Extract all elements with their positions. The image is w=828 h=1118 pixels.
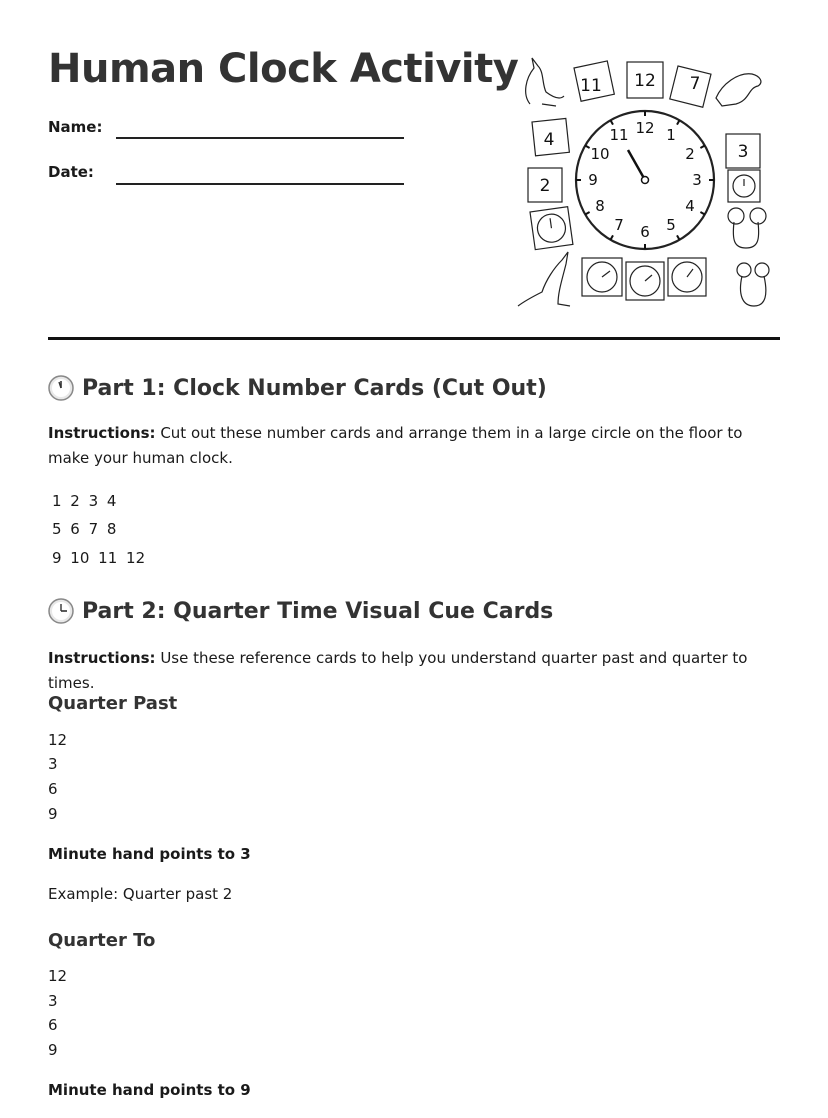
clock-illustration — [512, 54, 774, 314]
quarter-past-example: Example: Quarter past 2 — [48, 885, 233, 903]
clock-face-number: 1 — [666, 126, 676, 144]
part1-instructions — [48, 421, 768, 471]
clock-number: 9 — [48, 1041, 58, 1059]
kangaroo-icon — [526, 58, 564, 106]
card-number: 12 — [634, 71, 656, 91]
clock-face-number: 8 — [595, 197, 605, 215]
instructions-label: Instructions: — [48, 424, 156, 442]
clock-face-number: 9 — [588, 171, 598, 189]
kangaroo-icon — [518, 252, 570, 306]
clock-emoji-icon — [48, 375, 74, 401]
koala-icon — [728, 208, 766, 248]
clock-tick — [611, 120, 614, 124]
clock-tick — [585, 146, 589, 149]
clock-face-number: 10 — [590, 145, 610, 163]
part2-heading-text: Part 2: Quarter Time Visual Cue Cards — [82, 598, 554, 624]
clock-number: 3 — [48, 992, 58, 1010]
name-label: Name: — [48, 118, 103, 136]
mini-clock-card-icon — [626, 262, 664, 300]
clock-hand-icon — [628, 150, 645, 180]
clock-tick — [700, 212, 704, 215]
date-label: Date: — [48, 163, 94, 181]
clock-tick — [585, 212, 589, 215]
number-card-row: 1 2 3 4 — [52, 492, 117, 510]
clock-number: 9 — [48, 805, 58, 823]
name-field[interactable] — [116, 137, 404, 139]
clock-number: 6 — [48, 1016, 58, 1034]
clock-face-number: 6 — [640, 223, 650, 241]
clock-face-number: 3 — [692, 171, 702, 189]
clock-number: 12 — [48, 967, 68, 985]
clock-number: 3 — [48, 755, 58, 773]
koala-icon — [737, 263, 769, 306]
card-number: 3 — [737, 142, 749, 162]
mini-clock-card-icon — [668, 258, 706, 296]
clock-face-number: 2 — [685, 145, 695, 163]
date-field[interactable] — [116, 183, 404, 185]
clock-tick — [677, 120, 680, 124]
quarter-to-title: Quarter To — [48, 930, 156, 951]
mini-clock-card-icon — [530, 207, 573, 250]
clock-face-number: 5 — [666, 216, 676, 234]
card-number: 2 — [539, 176, 551, 196]
part1-heading-text: Part 1: Clock Number Cards (Cut Out) — [82, 375, 547, 401]
clock-tick — [677, 235, 680, 239]
card-number: 11 — [580, 76, 602, 96]
clock-face-number: 11 — [609, 126, 629, 144]
instructions-text: Cut out these number cards and arrange them in a large circle on the floor to make your human clock. — [48, 424, 743, 467]
instructions-text: Use these reference cards to help you understand quarter past and quarter to times. — [48, 649, 748, 692]
clock-tick — [700, 146, 704, 149]
part2-heading — [48, 598, 553, 624]
clock-face-number: 12 — [635, 119, 655, 137]
quarter-past-title: Quarter Past — [48, 693, 178, 714]
possum-icon — [716, 74, 761, 106]
clock-face-number: 7 — [614, 216, 624, 234]
part1-heading — [48, 375, 547, 401]
clock-tick — [611, 235, 614, 239]
number-card-row: 9 10 11 12 — [52, 549, 146, 567]
clock-number: 6 — [48, 780, 58, 798]
clock-number: 12 — [48, 731, 68, 749]
instructions-label: Instructions: — [48, 649, 156, 667]
divider — [48, 337, 780, 340]
number-card-row: 5 6 7 8 — [52, 520, 117, 538]
page-title: Human Clock Activity — [48, 46, 519, 92]
clock-emoji-icon — [48, 598, 74, 624]
quarter-past-cue: Minute hand points to 3 — [48, 845, 251, 863]
part2-instructions — [48, 646, 768, 696]
mini-clock-card-icon — [582, 258, 622, 296]
card-number: 7 — [689, 74, 701, 94]
card-number: 4 — [543, 130, 555, 150]
clock-face-number: 4 — [685, 197, 695, 215]
quarter-to-cue: Minute hand points to 9 — [48, 1081, 251, 1099]
